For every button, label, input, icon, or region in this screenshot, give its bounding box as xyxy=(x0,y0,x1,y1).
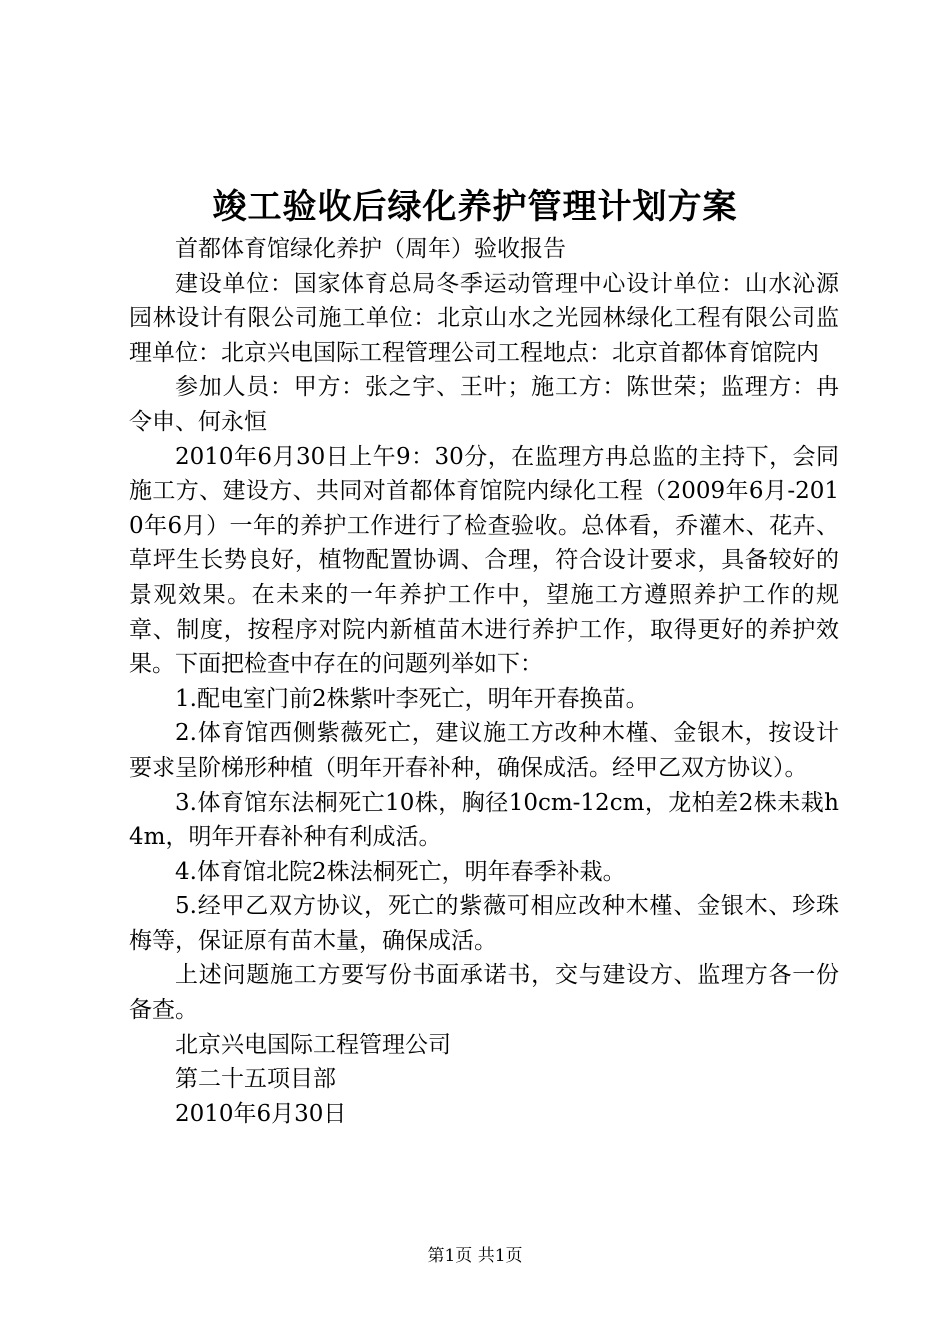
issue-item-5: 5.经甲乙双方协议，死亡的紫薇可相应改种木槿、金银木、珍珠梅等，保证原有苗木量，确保成活。 xyxy=(129,893,839,954)
report-heading-paragraph: 首都体育馆绿化养护（周年）验收报告 xyxy=(175,236,566,262)
units-paragraph: 建设单位：国家体育总局冬季运动管理中心设计单位：山水沁源园林设计有限公司施工单位：北京山水之光园林绿化工程有限公司监理单位：北京兴电国际工程管理公司工程地点：北京首都体育馆院内 xyxy=(129,270,839,366)
participants-paragraph: 参加人员：甲方：张之宇、王叶；施工方：陈世荣；监理方：冉令申、何永恒 xyxy=(129,374,839,435)
signature-department: 第二十五项目部 xyxy=(175,1066,336,1093)
issue-item-3: 3.体育馆东法桐死亡10株，胸径10cm-12cm，龙柏差2株未栽h4m，明年开春补种有利成活。 xyxy=(129,789,839,851)
issue-item-4: 4.体育馆北院2株法桐死亡，明年春季补栽。 xyxy=(175,858,626,885)
page-number-footer: 第1页 共1页 xyxy=(427,1246,523,1266)
inspection-summary-paragraph: 2010年6月30日上午9：30分，在监理方冉总监的主持下，会同施工方、建设方、共同对首都体育馆院内绿化工程（2009年6月-2010年6月）一年的养护工作进行了检查验收。总体看，乔灌木、花卉、草坪生长势良好，植物配置协调、合理，符合设计要求，具备较好的景观效果。在未来的一年养护工作中，望施工方遵照养护工作的规章、制度，按程序对院内新植苗木进行养护工作，取得更好的养护效果。下面把检查中存在的问题列举如下： xyxy=(129,443,839,678)
issue-item-1: 1.配电室门前2株紫叶李死亡，明年开春换苗。 xyxy=(175,685,649,712)
document-title: 竣工验收后绿化养护管理计划方案 xyxy=(212,187,738,227)
issue-item-2: 2.体育馆西侧紫薇死亡，建议施工方改种木槿、金银木，按设计要求呈阶梯形种植（明年开春补种，确保成活。经甲乙双方协议）。 xyxy=(129,720,839,781)
signature-company: 北京兴电国际工程管理公司 xyxy=(175,1031,451,1058)
commitment-paragraph: 上述问题施工方要写份书面承诺书，交与建设方、监理方各一份备查。 xyxy=(129,962,839,1024)
signature-date: 2010年6月30日 xyxy=(175,1100,347,1127)
document-body xyxy=(129,232,839,1131)
